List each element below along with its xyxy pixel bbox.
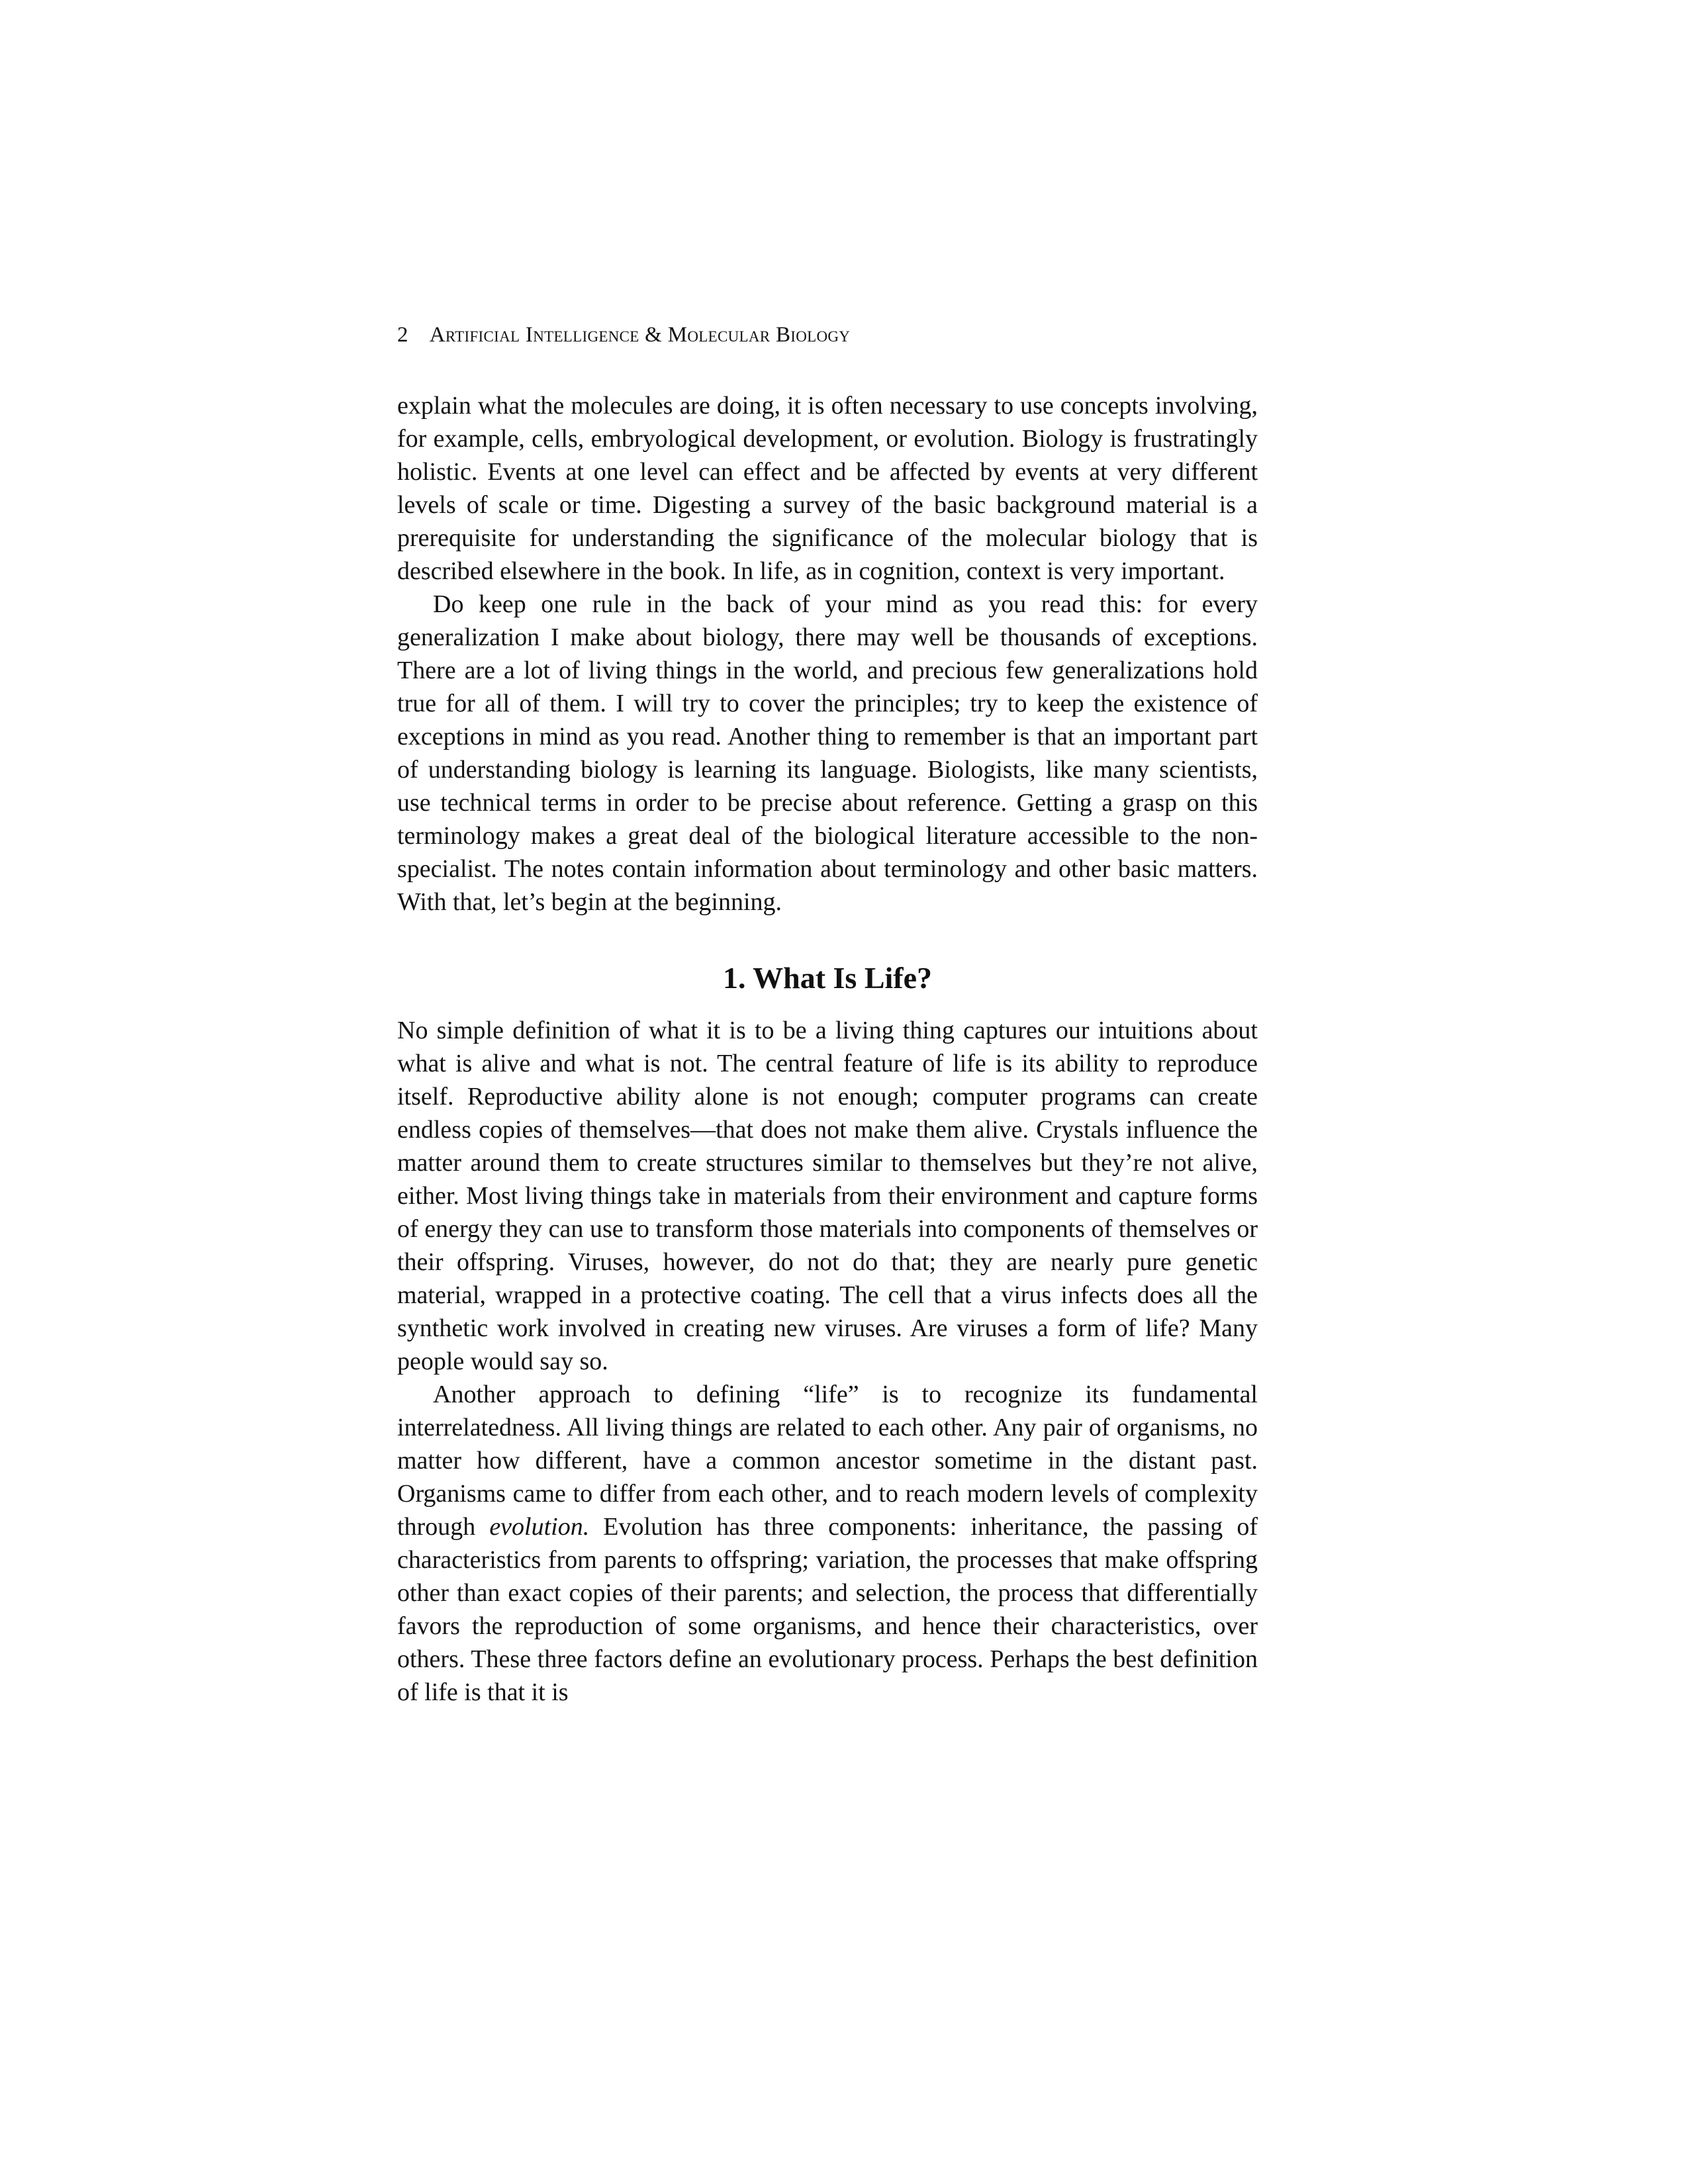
emphasized-term: evolution. (489, 1513, 590, 1541)
page-number: 2 (397, 323, 408, 347)
section-heading: 1. What Is Life? (722, 961, 933, 995)
running-head (397, 320, 1258, 349)
body-text (397, 389, 1258, 1709)
paragraph-text: Another approach to defining “life” is to recognize its fundamental interrelatedness. All living things are related to each other. Any pair of organisms, no matter how different, have a common ancestor sometime in the distant past. Organisms came to differ from each other, and to reach modern levels of complexity through (397, 1381, 1258, 1541)
section-paragraph: No simple definition of what it is to be a living thing captures our intuitions about what is alive and what is not. The central feature of life is its ability to reproduce itself. Reproductive ability alone is not enough; computer programs can create endless copies of themselves—that does not make them alive. Crystals influence the matter around them to create structures similar to themselves but they’re not alive, either. Most living things take in materials from their environment and capture forms of energy they can use to transform those materials into components of themselves or their offspring. Viruses, however, do not do that; they are nearly pure genetic material, wrapped in a protective coating. The cell that a virus infects does all the synthetic work involved in creating new viruses. Are viruses a form of life? Many people would say so. (397, 1017, 1258, 1375)
intro-paragraph-continued: explain what the molecules are doing, it is often necessary to use concepts involving, for example, cells, embryological development, or evolution. Biology is frustratingly holistic. Events at one level can effect and be affected by events at very different levels of scale or time. Digesting a survey of the basic background material is a prerequisite for understanding the significance of the molecular biology that is described elsewhere in the book. In life, as in cognition, context is very important. (397, 392, 1258, 585)
book-title: Artificial Intelligence & Molecular Biology (429, 323, 851, 347)
intro-paragraph: Do keep one rule in the back of your mind as you read this: for every generalization I make about biology, there may well be thousands of exceptions. There are a lot of living things in the world, and precious few generalizations hold true for all of them. I will try to cover the principles; try to keep the existence of exceptions in mind as you read. Another thing to remember is that an important part of understanding biology is learning its language. Biologists, like many scientists, use technical terms in order to be precise about reference. Getting a grasp on this terminology makes a great deal of the biological literature accessible to the non-specialist. The notes contain information about terminology and other basic matters. With that, let’s begin at the beginning. (397, 590, 1258, 916)
paragraph-text: Evolution has three components: inheritance, the passing of characteristics from parents to offspring; variation, the processes that make offspring other than exact copies of their parents; and selection, the process that differentially favors the reproduction of some organisms, and hence their characteristics, over others. These three factors define an evolutionary process. Perhaps the best definition of life is that it is (397, 1513, 1258, 1706)
section-paragraph (397, 1378, 1258, 1709)
